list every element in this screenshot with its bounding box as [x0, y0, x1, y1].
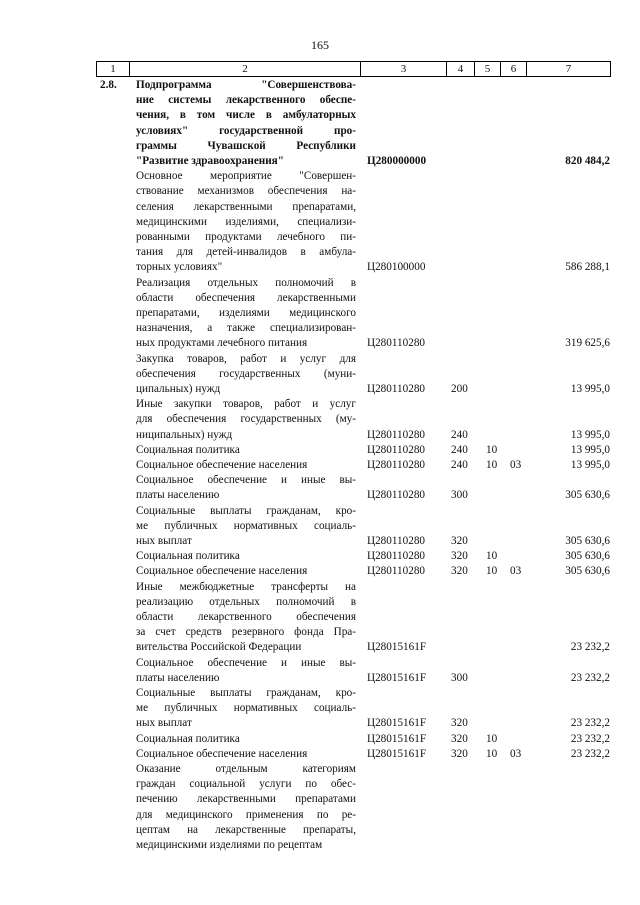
table-row — [0, 549, 640, 564]
row-section: 10 — [486, 443, 498, 456]
row-name-line: торных условиях" — [136, 261, 223, 274]
row-name-line: Социальное обеспечение и иные вы- — [136, 474, 356, 487]
row-name — [136, 78, 356, 169]
row-expense-type: 240 — [451, 428, 468, 441]
row-code: Ц280110280 — [367, 534, 426, 547]
row-expense-type: 200 — [451, 382, 468, 395]
row-code: Ц280110280 — [367, 382, 426, 395]
row-sum: 319 625,6 — [565, 337, 610, 350]
row-sum: 13 995,0 — [570, 443, 610, 456]
row-number: 2.8. — [100, 79, 117, 91]
row-name-line: ных выплат — [136, 717, 192, 730]
row-name-line: Социальная политика — [136, 550, 240, 563]
row-name-line: платы населению — [136, 489, 220, 502]
row-code: Ц280110280 — [367, 489, 426, 502]
page-number: 165 — [311, 38, 329, 52]
header-col-4: 4 — [447, 62, 475, 76]
row-sum: 13 995,0 — [570, 428, 610, 441]
row-code: Ц28015161F — [367, 641, 427, 654]
row-name-line: Иные закупки товаров, работ и услуг — [136, 398, 356, 411]
row-name-line: Социальное обеспечение и иные вы- — [136, 656, 356, 669]
row-section: 10 — [486, 565, 498, 578]
row-expense-type: 240 — [451, 459, 468, 471]
row-section: 10 — [486, 747, 498, 760]
row-expense-type: 300 — [451, 671, 468, 684]
row-sum: 23 232,2 — [570, 641, 610, 654]
row-name — [136, 656, 356, 686]
row-name-line: области обеспечения лекарственными — [136, 291, 356, 304]
row-name — [136, 732, 356, 747]
row-name-line: граммы Чувашской Республики — [136, 139, 356, 152]
row-sum: 305 630,6 — [565, 534, 610, 547]
row-name — [136, 473, 356, 503]
row-subsection: 03 — [510, 565, 522, 578]
row-name-line: назначения, а также специализирован- — [136, 322, 356, 335]
table-row — [0, 443, 640, 458]
row-expense-type: 320 — [451, 747, 468, 760]
row-name-line: Социальные выплаты гражданам, кро- — [136, 687, 356, 699]
row-name-line: рованными продуктами лечебного пи- — [136, 230, 356, 243]
row-sum: 305 630,6 — [565, 565, 610, 578]
row-name-line: вительства Российской Федерации — [136, 641, 302, 654]
row-name — [136, 397, 356, 443]
table-row — [0, 762, 640, 853]
row-name-line: Социальная политика — [136, 732, 240, 745]
row-name-line: цептам на лекарственные препараты, — [136, 823, 356, 836]
header-col-5: 5 — [475, 62, 501, 76]
row-name-line: граждан социальной услуги по обес- — [136, 778, 356, 791]
row-name-line: ние системы лекарственного обеспе- — [136, 94, 356, 107]
row-name-line: за счет средств резервного фонда Пра- — [136, 626, 356, 639]
header-col-2: 2 — [130, 62, 361, 76]
row-sum: 23 232,2 — [570, 747, 610, 760]
row-code: Ц28015161F — [367, 671, 427, 684]
row-code: Ц280110280 — [367, 550, 426, 563]
row-name-line: Иные межбюджетные трансферты на — [136, 580, 356, 593]
row-sum: 13 995,0 — [570, 459, 610, 471]
row-name-line: Закупка товаров, работ и услуг для — [136, 352, 356, 365]
row-expense-type: 320 — [451, 534, 468, 547]
row-expense-type: 320 — [451, 550, 468, 563]
header-col-3: 3 — [361, 62, 447, 76]
row-name-line: для медицинского применения по ре- — [136, 808, 356, 821]
row-name-line: медицинскими изделиями по рецептам — [136, 838, 323, 851]
row-name-line: ствование механизмов обеспечения на- — [136, 185, 356, 198]
row-sum: 23 232,2 — [570, 732, 610, 745]
row-name-line: условиях" государственной про- — [136, 124, 356, 137]
row-code: Ц28015161F — [367, 747, 427, 760]
row-name-line: реализацию отдельных полномочий в — [136, 595, 356, 608]
row-expense-type: 320 — [451, 732, 468, 745]
row-name-line: обеспечения государственных (муни- — [136, 367, 356, 380]
table-row — [0, 504, 640, 550]
table-row — [0, 352, 640, 398]
row-code: Ц280110280 — [367, 428, 426, 441]
row-name-line: ных продуктами лечебного питания — [136, 337, 308, 350]
row-name-line: Оказание отдельным категориям — [136, 763, 356, 775]
row-name-line: Реализация отдельных полномочий в — [136, 276, 356, 289]
row-name-line: ниципальных) нужд — [136, 428, 233, 441]
row-section: 10 — [486, 459, 498, 471]
row-code: Ц280110280 — [367, 459, 426, 471]
row-name-line: "Развитие здравоохранения" — [136, 154, 284, 167]
row-name — [136, 762, 356, 853]
row-name — [136, 549, 356, 564]
row-code: Ц280110280 — [367, 565, 426, 578]
row-expense-type: 320 — [451, 717, 468, 730]
row-name — [136, 504, 356, 550]
row-code: Ц280100000 — [367, 261, 426, 274]
row-expense-type: 300 — [451, 489, 468, 502]
table-row — [0, 564, 640, 579]
row-name — [136, 458, 356, 473]
row-name-line: чения, в том числе в амбулаторных — [136, 109, 356, 122]
row-subsection: 03 — [510, 747, 522, 760]
row-sum: 305 630,6 — [565, 489, 610, 502]
row-name — [136, 747, 356, 762]
row-code: Ц28015161F — [367, 732, 427, 745]
row-name-line: Социальная политика — [136, 443, 240, 456]
row-name-line: печению лекарственными препаратами — [136, 793, 356, 806]
row-sum: 586 288,1 — [565, 261, 610, 274]
row-sum: 13 995,0 — [570, 382, 610, 395]
row-section: 10 — [486, 550, 498, 563]
row-name-line: ме публичных нормативных социаль- — [136, 702, 356, 715]
table-row — [0, 580, 640, 656]
table-row — [0, 473, 640, 503]
row-name-line: для обеспечения государственных (му- — [136, 413, 356, 426]
row-name-line: Подпрограмма "Совершенствова- — [136, 79, 356, 91]
row-code: Ц28015161F — [367, 717, 427, 730]
header-col-1: 1 — [97, 62, 130, 76]
table-row — [0, 397, 640, 443]
row-name — [136, 564, 356, 579]
row-code: Ц280110280 — [367, 337, 426, 350]
table-row — [0, 78, 640, 169]
row-name-line: области лекарственного обеспечения — [136, 610, 356, 623]
row-sum: 23 232,2 — [570, 717, 610, 730]
header-col-6: 6 — [501, 62, 527, 76]
header-col-7: 7 — [527, 62, 611, 76]
row-name-line: Социальное обеспечение населения — [136, 459, 308, 471]
row-name — [136, 443, 356, 458]
row-name — [136, 276, 356, 352]
row-name-line: ных выплат — [136, 534, 192, 547]
row-sum: 305 630,6 — [565, 550, 610, 563]
table-row — [0, 732, 640, 747]
row-name-line: медицинскими изделиями, специализи- — [136, 215, 356, 228]
row-name-line: селения лекарственными препаратами, — [136, 200, 356, 213]
row-name-line: Социальные выплаты гражданам, кро- — [136, 504, 356, 517]
row-name-line: Социальное обеспечение населения — [136, 565, 308, 578]
row-name-line: Основное мероприятие "Совершен- — [136, 170, 356, 183]
table-row — [0, 656, 640, 686]
row-sum: 23 232,2 — [570, 671, 610, 684]
row-name-line: тания для детей-инвалидов в амбула- — [136, 246, 356, 259]
row-name-line: ципальных) нужд — [136, 382, 221, 395]
row-name — [136, 686, 356, 732]
row-code: Ц280000000 — [367, 155, 427, 167]
row-name-line: препаратами, изделиями медицинского — [136, 306, 356, 319]
row-name-line: Социальное обеспечение населения — [136, 747, 308, 760]
row-code: Ц280110280 — [367, 443, 426, 456]
row-subsection: 03 — [510, 459, 522, 471]
row-expense-type: 320 — [451, 565, 468, 578]
table-row — [0, 458, 640, 473]
table-row — [0, 747, 640, 762]
table-row — [0, 276, 640, 352]
row-sum: 820 484,2 — [565, 155, 610, 167]
row-name — [136, 352, 356, 398]
row-section: 10 — [486, 732, 498, 745]
row-name-line: платы населению — [136, 671, 220, 684]
table-row — [0, 169, 640, 275]
row-expense-type: 240 — [451, 443, 468, 456]
row-name — [136, 580, 356, 656]
table-row — [0, 686, 640, 732]
row-name-line: ме публичных нормативных социаль- — [136, 519, 356, 532]
row-name — [136, 169, 356, 275]
